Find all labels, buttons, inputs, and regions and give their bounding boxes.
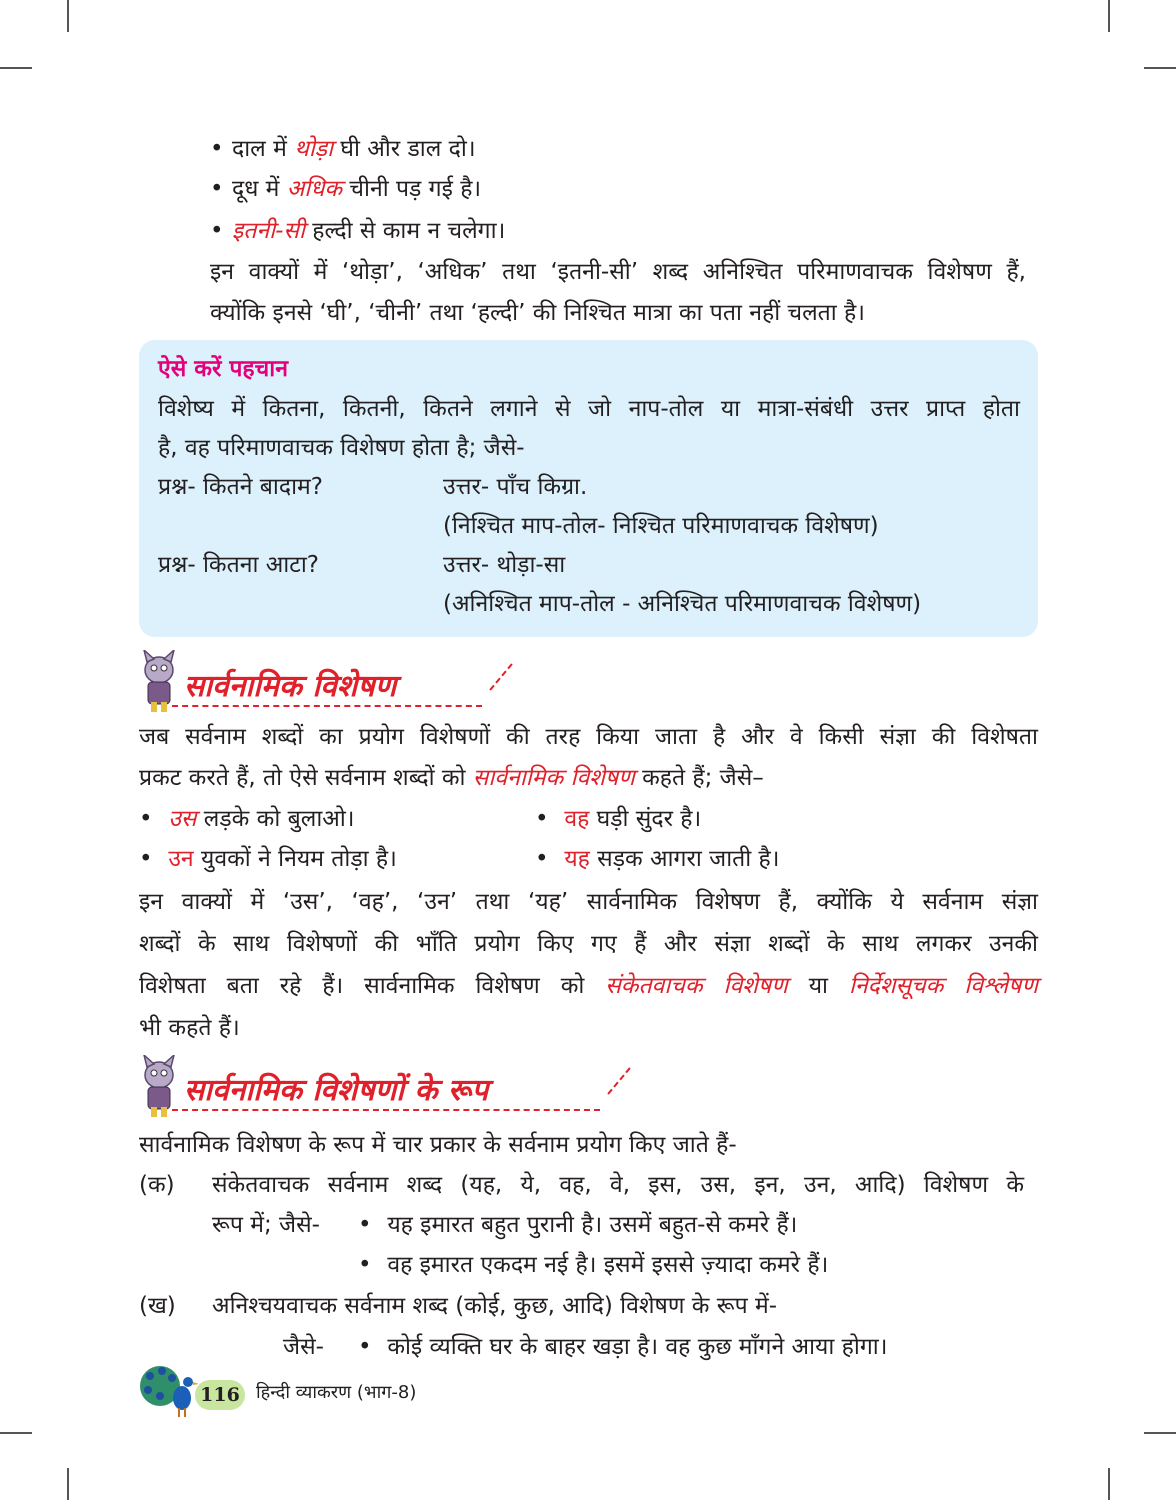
crop-mark	[67, 1468, 69, 1500]
answer-1-note: (निश्चित माप-तोल- निश्चित परिमाणवाचक विशेषण)	[443, 513, 879, 539]
tip-box-title: ऐसे करें पहचान	[158, 356, 288, 382]
page-number: 116	[195, 1380, 245, 1410]
highlight-word: थोड़ा	[294, 136, 334, 162]
highlight-word: वह	[564, 806, 590, 832]
bullet: •	[210, 136, 224, 162]
intro-line: क्योंकि इनसे ‘घी’, ‘चीनी’ तथा ‘हल्दी’ की निश्चित मात्रा का पता नहीं चलता है।	[210, 300, 865, 326]
crop-mark	[67, 0, 69, 32]
bullet: •	[210, 176, 224, 202]
item-label: (क)	[139, 1172, 175, 1198]
list-item: • यह सड़क आगरा जाती है।	[535, 846, 780, 872]
list-item: • वह घड़ी सुंदर है।	[535, 806, 702, 832]
highlight-word: निर्देशसूचक विश्लेषण	[848, 973, 1038, 999]
bullet: •	[535, 846, 549, 872]
section-paragraph: सार्वनामिक विशेषण के रूप में चार प्रकार के सर्वनाम प्रयोग किए जाते हैं-	[139, 1132, 737, 1158]
intro-line: इन वाक्यों में ‘थोड़ा’, ‘अधिक’ तथा ‘इतनी-सी’ शब्द अनिश्चित परिमाणवाचक विशेषण हैं,	[210, 259, 1026, 285]
answer-2-note: (अनिश्चित माप-तोल - अनिश्चित परिमाणवाचक विशेषण)	[443, 591, 922, 617]
section-paragraph: भी कहते हैं।	[139, 1015, 240, 1041]
highlight-word: उस	[168, 806, 197, 832]
section-heading: सार्वनामिक विशेषण	[184, 669, 397, 704]
highlight-word: इतनी-सी	[232, 218, 305, 244]
list-item: • कोई व्यक्ति घर के बाहर खड़ा है। वह कुछ माँगने आया होगा।	[358, 1334, 888, 1360]
section-paragraph: विशेषता बता रहे हैं। सार्वनामिक विशेषण को संकेतवाचक विशेषण या निर्देशसूचक विश्लेषण	[139, 973, 1038, 999]
bullet: •	[210, 218, 224, 244]
section-paragraph: जब सर्वनाम शब्दों का प्रयोग विशेषणों की तरह किया जाता है और वे किसी संज्ञा की विशेषता	[139, 724, 1038, 750]
list-item: • इतनी-सी हल्दी से काम न चलेगा।	[210, 218, 506, 244]
highlight-word: सार्वनामिक विशेषण	[472, 765, 635, 791]
book-title: हिन्दी व्याकरण (भाग-8)	[256, 1382, 417, 1403]
bullet: •	[139, 846, 153, 872]
highlight-word: संकेतवाचक विशेषण	[605, 973, 788, 999]
crop-mark	[1144, 67, 1176, 69]
item-text: संकेतवाचक सर्वनाम शब्द (यह, ये, वह, वे, इस, उस, इन, उन, आदि) विशेषण के	[212, 1172, 1024, 1198]
bullet: •	[535, 806, 549, 832]
tip-box-line: है, वह परिमाणवाचक विशेषण होता है; जैसे-	[158, 435, 525, 461]
section-paragraph: प्रकट करते हैं, तो ऐसे सर्वनाम शब्दों को सार्वनामिक विशेषण कहते हैं; जैसे–	[139, 765, 764, 791]
bullet: •	[358, 1334, 372, 1360]
heading-underline	[607, 1067, 630, 1094]
highlight-word: अधिक	[286, 176, 343, 202]
answer-1: उत्तर- पाँच किग्रा.	[443, 474, 588, 500]
list-item: • उन युवकों ने नियम तोड़ा है।	[139, 846, 397, 872]
item-label: (ख)	[139, 1293, 176, 1319]
highlight-word: उन	[168, 846, 194, 872]
question-1: प्रश्न- कितने बादाम?	[158, 474, 323, 500]
highlight-word: यह	[564, 846, 590, 872]
crop-mark	[1108, 0, 1110, 32]
crop-mark	[1144, 1432, 1176, 1434]
crop-mark	[1108, 1468, 1110, 1500]
list-item: • दूध में अधिक चीनी पड़ गई है।	[210, 176, 482, 202]
item-text: अनिश्चयवाचक सर्वनाम शब्द (कोई, कुछ, आदि) विशेषण के रूप में-	[212, 1293, 778, 1319]
peacock-icon	[138, 1362, 200, 1418]
heading-underline	[172, 705, 482, 707]
section-paragraph: शब्दों के साथ विशेषणों की भाँति प्रयोग किए गए हैं और संज्ञा शब्दों के साथ लगकर उनकी	[139, 931, 1038, 957]
list-item: • उस लड़के को बुलाओ।	[139, 806, 355, 832]
crop-mark	[0, 1432, 32, 1434]
answer-2: उत्तर- थोड़ा-सा	[443, 552, 566, 578]
heading-underline	[172, 1109, 600, 1111]
item-text: जैसे-	[283, 1334, 324, 1360]
bullet: •	[139, 806, 153, 832]
list-item: • वह इमारत एकदम नई है। इसमें इससे ज़्यादा कमरे हैं।	[358, 1252, 829, 1278]
list-item: • दाल में थोड़ा घी और डाल दो।	[210, 136, 476, 162]
list-item: • यह इमारत बहुत पुरानी है। उसमें बहुत-से कमरे हैं।	[358, 1212, 798, 1238]
tip-box-line: विशेष्य में कितना, कितनी, कितने लगाने से जो नाप-तोल या मात्रा-संबंधी उत्तर प्राप्त होता	[158, 396, 1020, 422]
section-paragraph: इन वाक्यों में ‘उस’, ‘वह’, ‘उन’ तथा ‘यह’ सार्वनामिक विशेषण हैं, क्योंकि ये सर्वनाम संज्ञा	[139, 889, 1038, 915]
item-text: रूप में; जैसे-	[212, 1212, 320, 1238]
heading-underline	[489, 663, 512, 690]
bullet: •	[358, 1252, 372, 1278]
crop-mark	[0, 67, 32, 69]
section-heading: सार्वनामिक विशेषणों के रूप	[184, 1073, 489, 1108]
question-2: प्रश्न- कितना आटा?	[158, 552, 319, 578]
bullet: •	[358, 1212, 372, 1238]
